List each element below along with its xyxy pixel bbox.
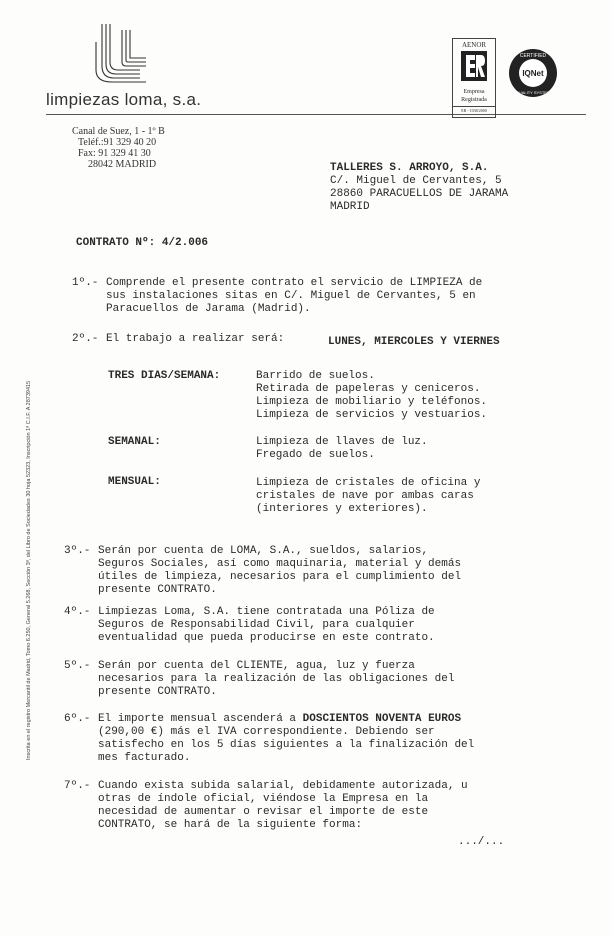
weekly-label: SEMANAL: bbox=[108, 436, 161, 448]
weekly-tasks bbox=[256, 436, 428, 462]
clause-line: (290,00 €) más el IVA correspondiente. Debiendo ser bbox=[98, 726, 435, 738]
iqnet-top-text: CERTIFIED bbox=[519, 53, 547, 59]
clause-line: necesidad de aumentar o revisar el importe de este bbox=[98, 806, 429, 818]
aenor-text-2: Registrada bbox=[461, 97, 487, 103]
sender-address-line: Fax: 91 329 41 30 bbox=[78, 148, 151, 159]
recipient-line: C/. Miguel de Cervantes, 5 bbox=[330, 175, 502, 187]
clause-text: El trabajo a realizar será: bbox=[106, 333, 285, 345]
company-name: limpiezas loma, s.a. bbox=[46, 90, 202, 109]
clause-line: Seguros de Responsabilidad Civil, para cualquier bbox=[98, 619, 415, 631]
iqnet-center-text: IQNet bbox=[522, 69, 544, 78]
clause-line: presente CONTRATO. bbox=[98, 686, 217, 698]
task-item: Limpieza de mobiliario y teléfonos. bbox=[256, 396, 488, 408]
task-item: Retirada de papeleras y ceniceros. bbox=[256, 383, 481, 395]
header-divider bbox=[46, 114, 586, 115]
task-item: cristales de nave por ambas caras bbox=[256, 490, 474, 502]
iqnet-certified-icon bbox=[508, 48, 558, 98]
clause-number: 1º.- bbox=[72, 277, 99, 289]
sender-address-line: Canal de Suez, 1 - 1º B bbox=[72, 126, 165, 137]
sender-address-line: 28042 MADRID bbox=[88, 159, 157, 170]
aenor-code: ER - 1038/2000 bbox=[453, 106, 495, 115]
task-item: Limpieza de llaves de luz. bbox=[256, 436, 428, 448]
monthly-tasks bbox=[256, 477, 480, 516]
clause-line: Limpiezas Loma, S.A. tiene contratada una Póliza de bbox=[98, 606, 435, 618]
task-item: Limpieza de cristales de oficina y bbox=[256, 477, 481, 489]
clause-line: útiles de limpieza, necesarios para el cumplimiento del bbox=[98, 571, 462, 583]
recipient-line: 28860 PARACUELLOS DE JARAMA bbox=[330, 188, 509, 200]
clause-line: eventualidad que pueda producirse en este contrato. bbox=[98, 632, 435, 644]
sender-address-line: Teléf.:91 329 40 20 bbox=[78, 137, 157, 148]
aenor-badge bbox=[452, 38, 496, 118]
clause-line: Seguros Sociales, así como maquinaria, material y demás bbox=[98, 558, 462, 570]
clause-line: presente CONTRATO. bbox=[98, 584, 217, 596]
clause-line: otras de índole oficial, viéndose la Empresa en la bbox=[98, 793, 429, 805]
aenor-er-mark-icon bbox=[453, 49, 495, 83]
iqnet-bottom-text: QUALITY SYSTEM bbox=[515, 90, 551, 95]
clause-text: El importe mensual ascenderá a bbox=[98, 713, 297, 725]
work-days: LUNES, MIERCOLES Y VIERNES bbox=[328, 336, 500, 348]
clause-line: Serán por cuenta del CLIENTE, agua, luz y fuerza bbox=[98, 660, 415, 672]
task-item: Barrido de suelos. bbox=[256, 370, 375, 382]
aenor-title: AENOR bbox=[461, 41, 487, 49]
recipient-address bbox=[330, 162, 508, 214]
three-days-label: TRES DIAS/SEMANA: bbox=[108, 370, 221, 382]
clause-line: Cuando exista subida salarial, debidamente autorizada, u bbox=[98, 780, 468, 792]
task-item: Limpieza de servicios y vestuarios. bbox=[256, 409, 488, 421]
amount-text: DOSCIENTOS NOVENTA EUROS bbox=[302, 713, 462, 725]
clause-number: 6º.- bbox=[64, 713, 91, 725]
recipient-line: MADRID bbox=[330, 201, 370, 213]
clause-line: mes facturado. bbox=[98, 752, 191, 764]
clause-line: satisfecho en los 5 días siguientes a la finalización del bbox=[98, 739, 475, 751]
clause-number: 4º.- bbox=[64, 606, 91, 618]
contract-number: CONTRATO Nº: 4/2.006 bbox=[76, 237, 209, 249]
clause-line: sus instalaciones sitas en C/. Miguel de Cervantes, 5 en bbox=[106, 290, 476, 302]
clause-number: 5º.- bbox=[64, 660, 91, 672]
clause-number: 7º.- bbox=[64, 780, 91, 792]
company-logo-icon bbox=[88, 22, 152, 84]
clause-line: Paracuellos de Jarama (Madrid). bbox=[106, 303, 311, 315]
task-item: Fregado de suelos. bbox=[256, 449, 375, 461]
registry-sidebar-text: Inscrita en el registro Mercantil de Madrid, Tomo 6.250, General 5.268, Sección 3ª, del Libro de Sociedades 30 hoja 52323, Inscripción 1ª C.I.F. A 28739415 bbox=[26, 380, 32, 760]
continued-marker: .../... bbox=[458, 836, 505, 848]
three-days-tasks bbox=[256, 370, 487, 422]
task-item: (interiores y exteriores). bbox=[256, 503, 428, 515]
clause-line: Serán por cuenta de LOMA, S.A., sueldos, salarios, bbox=[98, 545, 429, 557]
clause-number: 2º.- bbox=[72, 333, 99, 345]
monthly-label: MENSUAL: bbox=[108, 476, 161, 488]
recipient-name: TALLERES S. ARROYO, S.A. bbox=[330, 162, 489, 174]
clause-line: necesarios para la realización de las obligaciones del bbox=[98, 673, 455, 685]
aenor-text-1: Empresa bbox=[463, 89, 485, 95]
clause-line: Comprende el presente contrato el servicio de LIMPIEZA de bbox=[106, 277, 483, 289]
sender-address bbox=[72, 126, 165, 170]
clause-line: CONTRATO, se hará de la siguiente forma: bbox=[98, 819, 363, 831]
clause-number: 3º.- bbox=[64, 545, 91, 557]
